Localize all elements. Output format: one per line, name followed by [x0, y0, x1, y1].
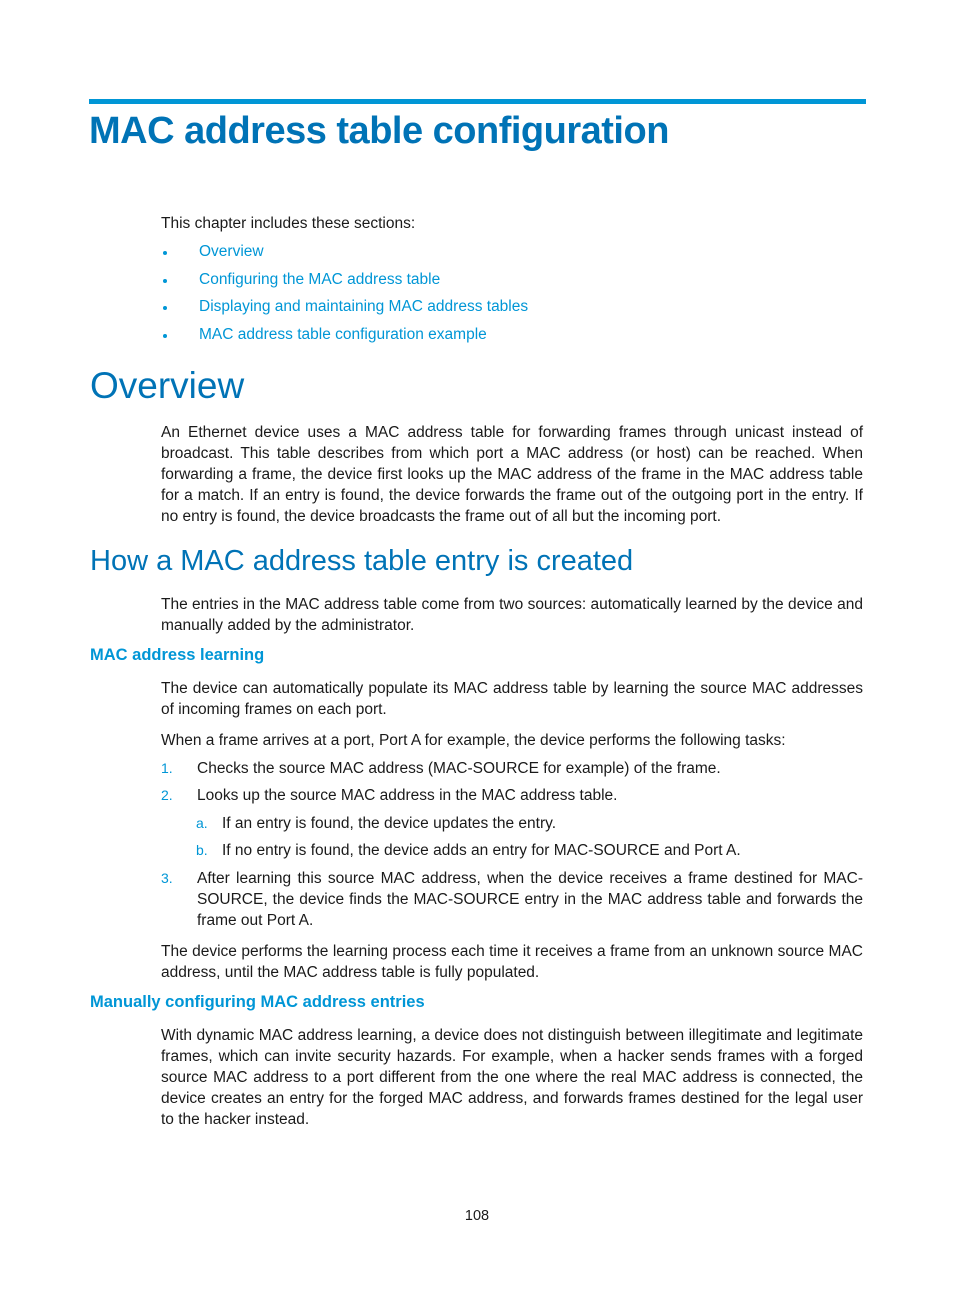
step-number: 1.	[161, 760, 173, 776]
substep-letter: a.	[196, 815, 208, 831]
overview-heading: Overview	[90, 365, 245, 406]
toc-link-configuring[interactable]: Configuring the MAC address table	[199, 270, 441, 288]
chapter-title: MAC address table configuration	[89, 110, 669, 152]
step-number: 3.	[161, 870, 173, 886]
section-toc	[161, 243, 528, 353]
mac-learning-paragraph-1: The device can automatically populate its MAC address table by learning the source MAC addresses of incoming frames on each port.	[161, 680, 863, 718]
step-item	[161, 758, 863, 779]
mac-learning-heading: MAC address learning	[90, 646, 265, 664]
mac-learning-paragraph-2: When a frame arrives at a port, Port A for example, the device performs the following tasks:	[161, 732, 786, 749]
step-text: After learning this source MAC address, when the device receives a frame destined for MAC-SOURCE, the device finds the MAC-SOURCE entry in the MAC address table and forwards the frame out Port A.	[197, 870, 863, 929]
bullet-icon	[163, 251, 167, 255]
substep-item	[196, 840, 863, 861]
toc-item	[161, 298, 528, 326]
step-item	[161, 785, 863, 806]
chapter-top-rule	[89, 99, 866, 104]
entry-created-heading: How a MAC address table entry is created	[90, 545, 634, 577]
bullet-icon	[163, 334, 167, 338]
toc-item	[161, 271, 528, 299]
substep-text: If no entry is found, the device adds an entry for MAC-SOURCE and Port A.	[222, 842, 741, 859]
mac-learning-paragraph-3: The device performs the learning process each time it receives a frame from an unknown source MAC address, until the MAC address table is fully populated.	[161, 943, 863, 981]
toc-item	[161, 243, 528, 271]
substep-letter: b.	[196, 842, 208, 858]
toc-link-example[interactable]: MAC address table configuration example	[199, 325, 487, 343]
manual-config-paragraph: With dynamic MAC address learning, a device does not distinguish between illegitimate and legitimate frames, which can invite security hazards. For example, when a hacker sends frames with a forged source MAC address to a port different from the one where the real MAC address is connected, the device creates an entry for the forged MAC address, and forwards frames destined for the legal user to the hacker instead.	[161, 1027, 863, 1128]
bullet-icon	[163, 279, 167, 283]
toc-item	[161, 326, 528, 354]
substep-text: If an entry is found, the device updates the entry.	[222, 815, 557, 832]
chapter-intro: This chapter includes these sections:	[161, 215, 416, 232]
toc-link-displaying[interactable]: Displaying and maintaining MAC address tables	[199, 298, 529, 315]
step-text: Checks the source MAC address (MAC-SOURCE for example) of the frame.	[197, 760, 721, 777]
page-number: 108	[464, 1208, 490, 1224]
entry-created-paragraph: The entries in the MAC address table come from two sources: automatically learned by the device and manually added by the administrator.	[161, 596, 863, 634]
manual-config-heading: Manually configuring MAC address entries	[90, 993, 425, 1011]
bullet-icon	[163, 306, 167, 310]
overview-paragraph: An Ethernet device uses a MAC address table for forwarding frames through unicast instead of broadcast. This table describes from which port a MAC address (or host) can be reached. When forwarding a frame, the device first looks up the MAC address of the frame in the MAC address table for a match. If an entry is found, the device forwards the frame out of the outgoing port in the entry. If no entry is found, the device broadcasts the frame out of all but the incoming port.	[161, 424, 863, 525]
substep-item	[196, 813, 863, 834]
step-item	[161, 868, 863, 931]
step-number: 2.	[161, 787, 173, 803]
step-text: Looks up the source MAC address in the MAC address table.	[197, 787, 618, 804]
toc-link-overview[interactable]: Overview	[199, 243, 264, 260]
